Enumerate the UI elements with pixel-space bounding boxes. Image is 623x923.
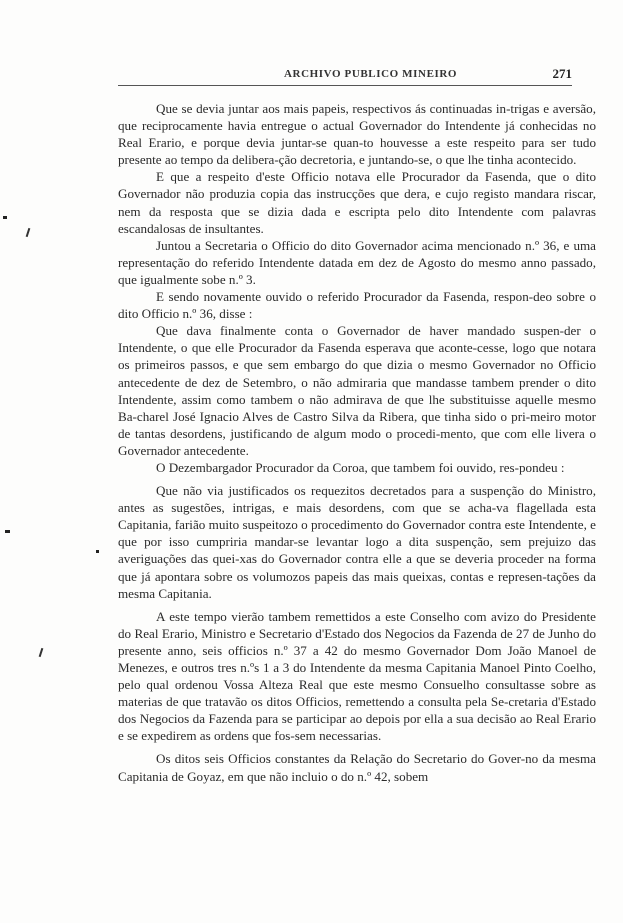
body-text	[118, 100, 596, 785]
paragraph: Que se devia juntar aos mais papeis, respectivos ás continuadas in-trigas e aversão, que reciprocamente havia entregue o actual Governador do Intendente já conhecidas no Real Erario, e porque devia juntar-se quan-to houvesse a este respeito para ser tudo presente ao tempo da delibera-ção decretoria, e juntando-se, o que lhe tinha acontecido.	[118, 101, 596, 168]
running-title: ARCHIVO PUBLICO MINEIRO	[284, 68, 458, 80]
page-number: 271	[552, 66, 572, 81]
paragraph: E que a respeito d'este Officio notava elle Procurador da Fasenda, que o dito Governador não produzia copia das instrucções que dera, e cujo registo mandara riscar, nem da resposta que se dizia dada e escripta pelo dito Intendente com palavras escandalosas de insultantes.	[118, 169, 596, 236]
paragraph: A este tempo vierão tambem remettidos a este Conselho com avizo do Presidente do Real Erario, Ministro e Secretario d'Estado dos Negocios da Fazenda de 27 de Junho do presente anno, seis officios n.º 37 a 42 do mesmo Governador Dom João Manoel de Menezes, e outros tres n.ºs 1 a 3 do Intendente da mesma Capitania Manoel Pinto Coelho, pelo qual ordenou Vossa Alteza Real que este mesmo Consuelho consultasse sobre as materias de que tratavão os ditos Officios, remettendo a consulta pela Se-cretaria d'Estado dos Negocios da Fazenda para se participar ao depois por ella a sua decisão ao Real Erario e se expedirem as ordens que fos-sem necessarias.	[118, 608, 596, 744]
margin-tick	[26, 228, 31, 237]
paragraph: Juntou a Secretaria o Officio do dito Governador acima mencionado n.º 36, e uma representação do referido Intendente datada em dez de Agosto do mesmo anno passado, que igualmente sobe n.º 3.	[118, 237, 596, 287]
margin-mark	[96, 550, 99, 553]
paragraph: Os ditos seis Officios constantes da Relação do Secretario do Gover-no da mesma Capitania de Goyaz, em que não incluio o do n.º 42, sobem	[118, 751, 596, 784]
paragraph: Que não via justificados os requezitos decretados para a suspenção do Ministro, antes as sugestões, intrigas, e mais desordens, com que se acha-va flagellada esta Capitania, farião muito suspeitozo o procedimento do Governador contra este Intendente, e que por isso cumpriria mandar-se levantar logo a dita suspenção, sem prejuizo das averiguações das quei-xas do Governador contra elle a que se deveria proceder na forma que já apontara sobre os volumozos papeis das mais queixas, contas e represen-tações da mesma Capitania.	[118, 483, 596, 601]
header-rule	[118, 85, 572, 86]
margin-mark	[5, 530, 10, 533]
margin-mark	[3, 216, 7, 219]
margin-tick	[39, 648, 44, 657]
paragraph: O Dezembargador Procurador da Coroa, que tambem foi ouvido, res-pondeu :	[156, 459, 565, 475]
paragraph: Que dava finalmente conta o Governador de haver mandado suspen-der o Intendente, o que elle Procurador da Fasenda esperava que aconte-cesse, logo que notara os primeiros passos, e que sem embargo do que dizia o mesmo Governador no Officio antecedente de dez de Setembro, o não admiraria que mandasse tambem prender o dito Intendente, assim como tambem o não admirava de que lhe substituisse aquelle mesmo Ba-charel José Ignacio Alves de Castro Silva da Ribera, que tinha sido o pri-meiro motor de tantas desordens, justificando de algum modo o procedi-mento, que com elle livera o Governador antecedente.	[118, 323, 596, 458]
page-header	[118, 66, 572, 90]
paragraph: E sendo novamente ouvido o referido Procurador da Fasenda, respon-deo sobre o dito Officio n.º 36, disse :	[118, 289, 596, 322]
